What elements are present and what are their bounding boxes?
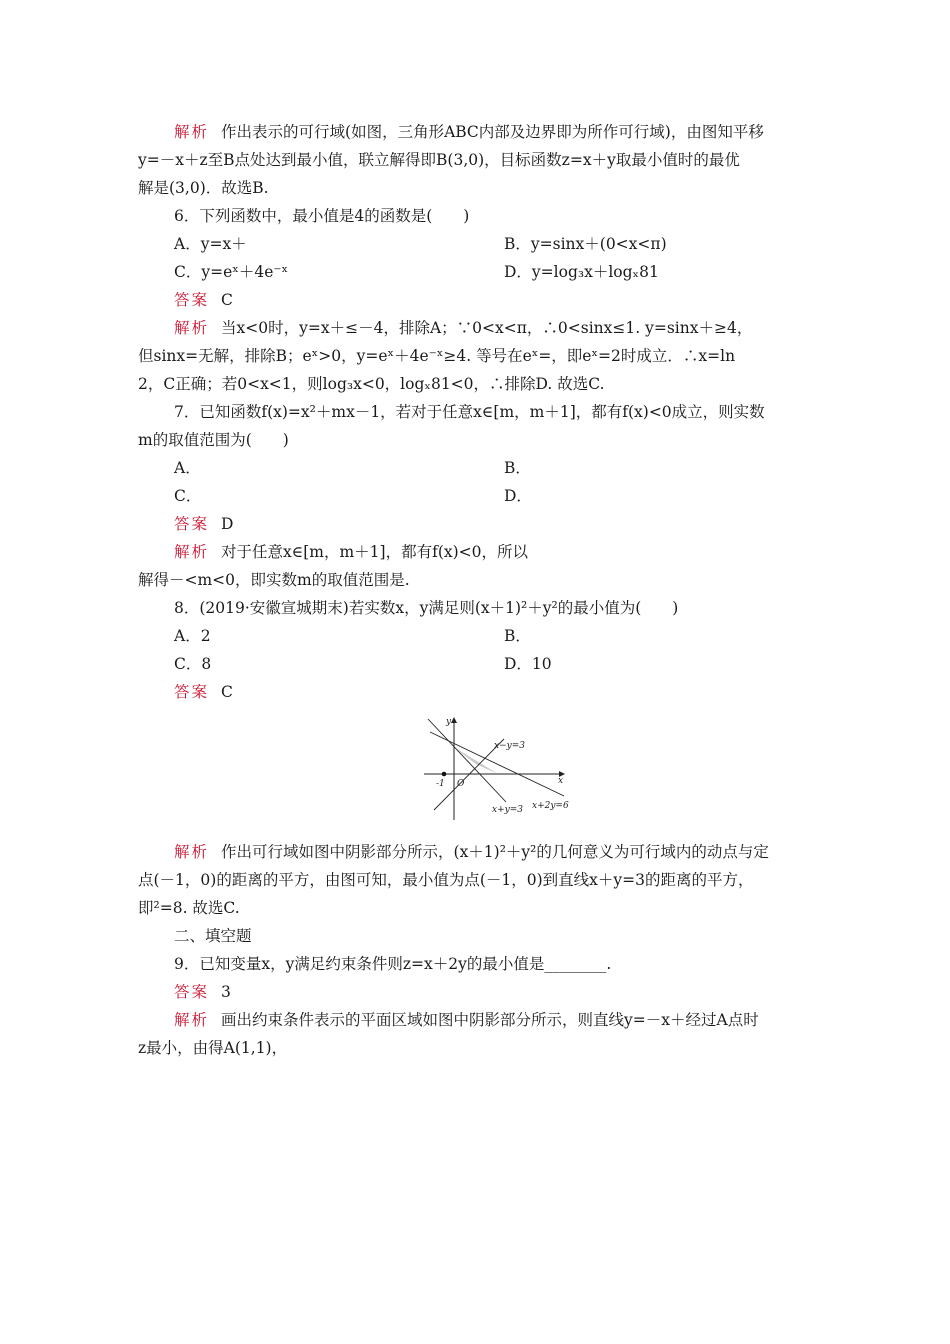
analysis-label: 解析 — [174, 319, 210, 337]
line-label-x-plus-y: x+y=3 — [492, 805, 523, 815]
answer-label: 答案 — [174, 983, 210, 1001]
text-line: 解得－<m<0，即实数m的取值范围是. — [138, 571, 410, 589]
option-d: D． — [504, 487, 532, 505]
answer-label: 答案 — [174, 291, 210, 309]
y-axis-label: y — [446, 717, 452, 727]
text-line: y=－x＋z至B点处达到最小值，联立解得即B(3,0)，目标函数z=x＋y取最小值时的最优 — [138, 151, 740, 169]
option-b: B． — [504, 627, 531, 645]
option-c: C．8 — [174, 655, 212, 673]
answer-line: 答案 C — [174, 291, 233, 309]
text-line: 解析 作出可行域如图中阴影部分所示，(x＋1)²＋y²的几何意义为可行域内的动点与定 — [174, 843, 769, 861]
question-7: 7．已知函数f(x)=x²＋mx－1，若对于任意x∈[m，m＋1]，都有f(x)<0成立，则实数 — [174, 403, 765, 421]
text-line: 解析 作出表示的可行域(如图，三角形ABC内部及边界即为所作可行域)，由图知平移 — [174, 123, 764, 141]
point-neg-one — [442, 772, 447, 777]
text-line: m的取值范围为( ) — [138, 431, 289, 449]
answer-line: 答案 D — [174, 515, 234, 533]
option-a: A．y=x＋ — [174, 235, 247, 253]
coordinate-diagram — [424, 714, 574, 824]
option-c: C．y=eˣ＋4e⁻ˣ — [174, 263, 289, 281]
text-line: 但sinx=无解，排除B；eˣ>0，y=eˣ＋4e⁻ˣ≥4. 等号在eˣ=，即eˣ=2时成立．∴x=ln — [138, 347, 736, 365]
text-line: z最小，由得A(1,1)， — [138, 1039, 288, 1057]
answer-line: 答案 3 — [174, 983, 231, 1001]
answer-label: 答案 — [174, 515, 210, 533]
shaded-region — [452, 746, 498, 774]
option-d: D．y=log₃x＋logₓ81 — [504, 263, 659, 281]
question-6: 6．下列函数中，最小值是4的函数是( ) — [174, 207, 470, 225]
option-a: A．2 — [174, 627, 211, 645]
x-axis-label: x — [558, 776, 564, 786]
text-line: 解析 当x<0时，y=x＋≤－4，排除A；∵0<x<π，∴0<sinx≤1. y=sinx＋≥4， — [174, 319, 753, 337]
answer-line: 答案 C — [174, 683, 233, 701]
line-label-x-plus-2y: x+2y=6 — [532, 801, 569, 811]
option-b: B．y=sinx＋(0<x<π) — [504, 235, 667, 253]
line-label-x-minus-y: x−y=3 — [494, 741, 525, 751]
answer-label: 答案 — [174, 683, 210, 701]
analysis-label: 解析 — [174, 543, 210, 561]
text-line: 点(－1，0)的距离的平方，由图可知，最小值为点(－1，0)到直线x＋y=3的距离的平方， — [138, 871, 754, 889]
text-line: 解是(3,0)．故选B. — [138, 179, 269, 197]
analysis-label: 解析 — [174, 1011, 210, 1029]
analysis-label: 解析 — [174, 843, 210, 861]
option-c: C． — [174, 487, 202, 505]
text-line: 2，C正确；若0<x<1，则log₃x<0，logₓ81<0，∴排除D. 故选C. — [138, 375, 605, 393]
text-line: 解析 对于任意x∈[m，m＋1]，都有f(x)<0，所以 — [174, 543, 529, 561]
question-9: 9．已知变量x，y满足约束条件则z=x＋2y的最小值是________. — [174, 955, 612, 973]
analysis-label: 解析 — [174, 123, 210, 141]
feasible-region-figure — [424, 714, 574, 824]
option-b: B． — [504, 459, 531, 477]
section-heading: 二、填空题 — [174, 927, 252, 945]
text-line: 解析 画出约束条件表示的平面区域如图中阴影部分所示，则直线y=－x＋经过A点时 — [174, 1011, 759, 1029]
neg-one-label: -1 — [436, 779, 445, 789]
origin-label: O — [457, 779, 465, 789]
text-line: 即²=8. 故选C. — [138, 899, 240, 917]
line-x-plus-y — [428, 719, 506, 802]
option-a: A． — [174, 459, 201, 477]
question-8: 8．(2019·安徽宣城期末)若实数x，y满足则(x＋1)²＋y²的最小值为( ) — [174, 599, 679, 617]
option-d: D．10 — [504, 655, 552, 673]
